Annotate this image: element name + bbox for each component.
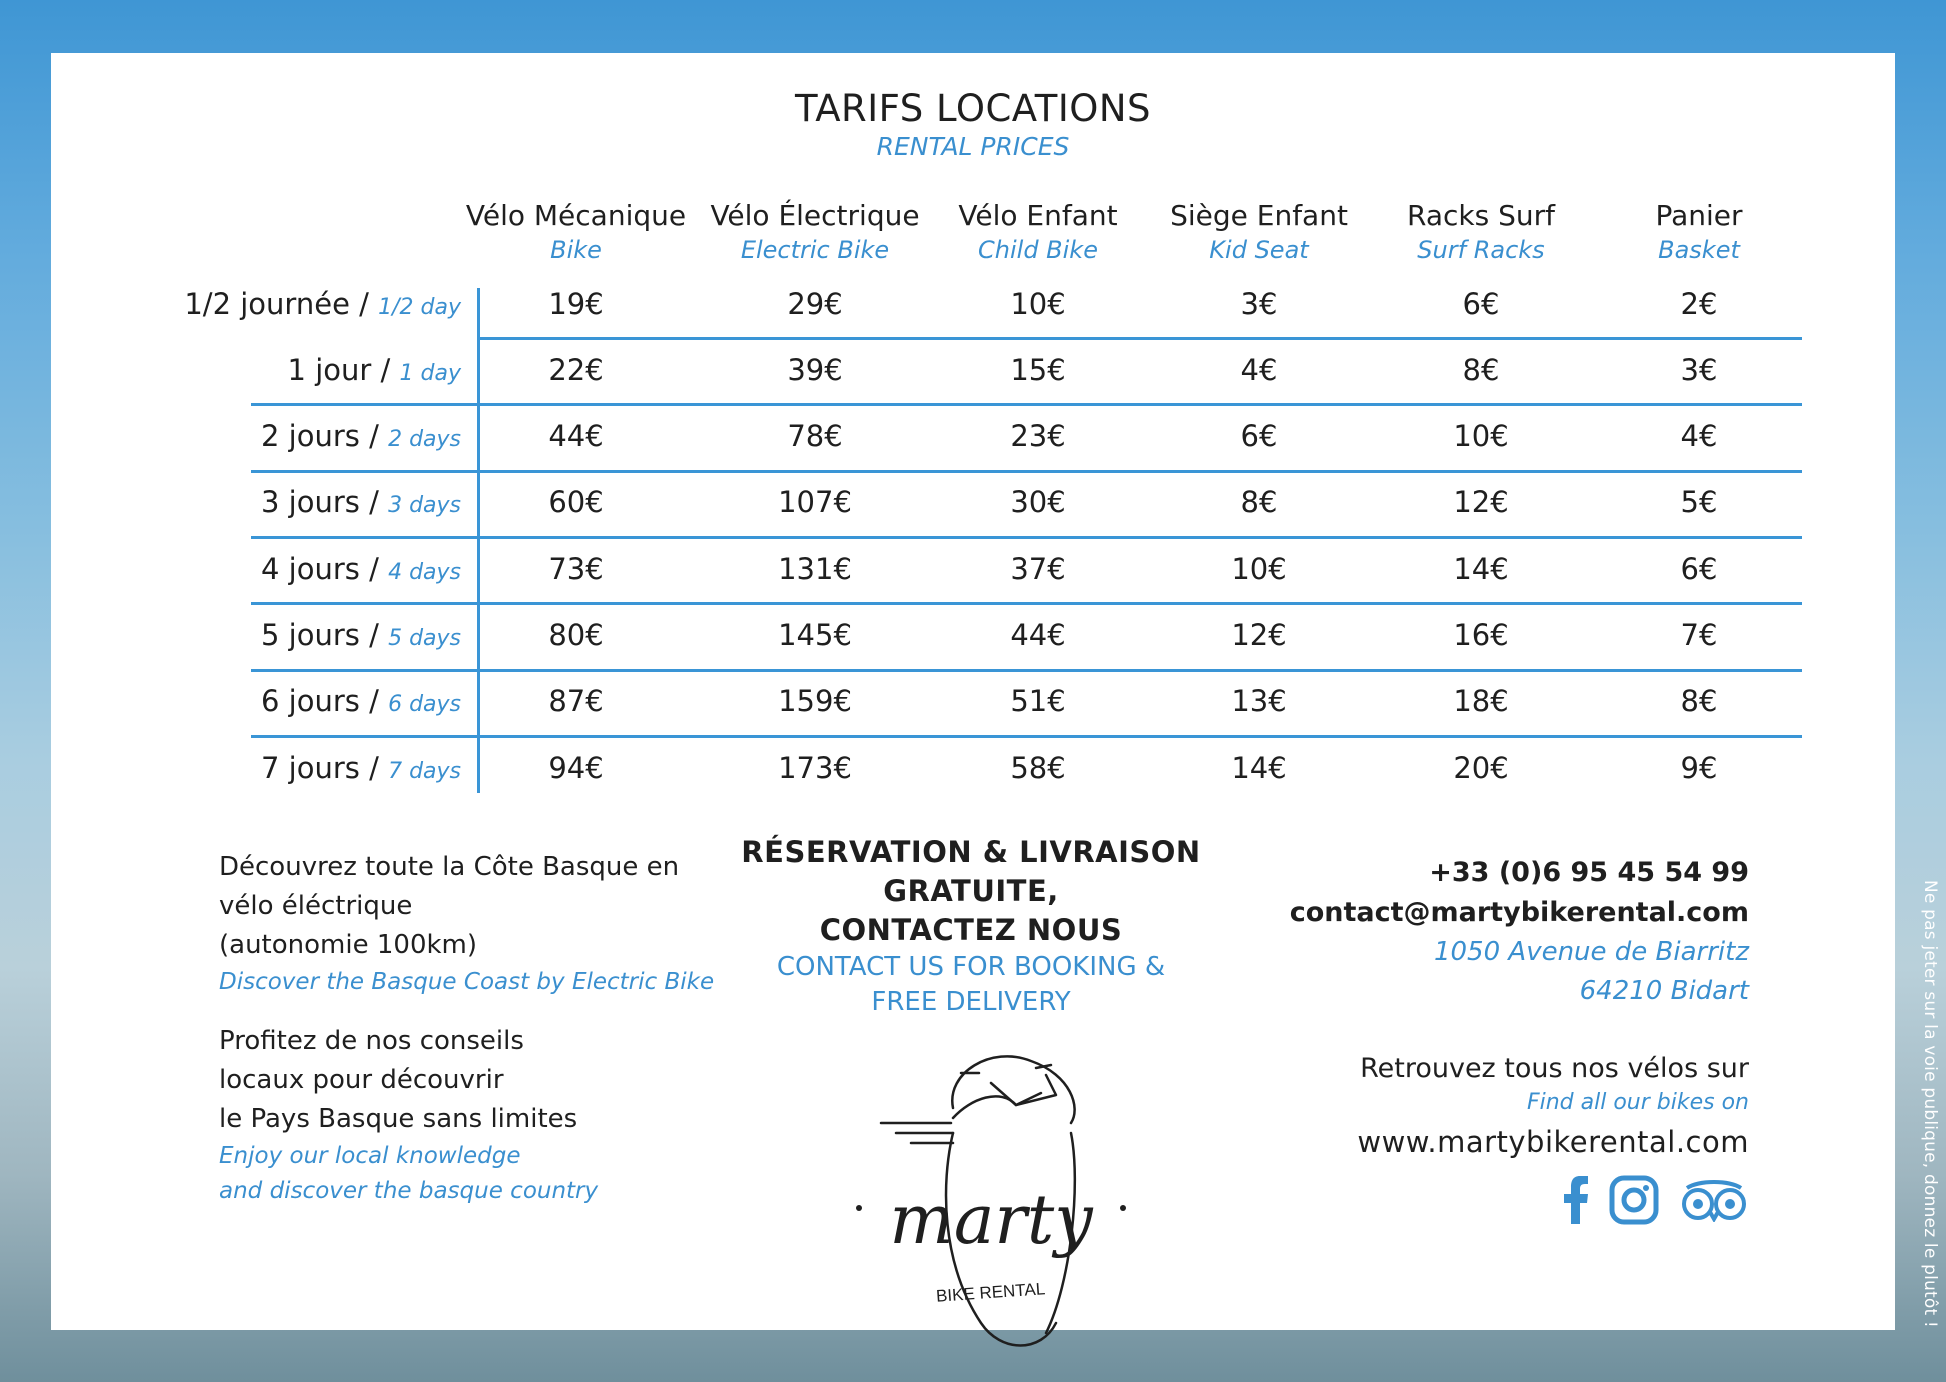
- price-cell: 60€: [548, 485, 604, 519]
- side-note: Ne pas jeter sur la voie publique, donnez le plutôt !: [1920, 880, 1940, 1328]
- row-label: 5 jours / 5 days: [260, 618, 461, 652]
- logo-wordmark: marty: [889, 1181, 1093, 1260]
- discover-block: [219, 848, 739, 1209]
- row-divider: [251, 536, 1802, 539]
- booking-line: RÉSERVATION & LIVRAISON: [741, 835, 1201, 869]
- advice-english: Enjoy our local knowledge: [219, 1143, 521, 1169]
- row-label-en: 1 day: [399, 361, 461, 386]
- column-header-fr: Panier: [1655, 199, 1743, 232]
- price-cell: 9€: [1680, 751, 1718, 785]
- email-address[interactable]: contact@martybikerental.com: [1289, 897, 1749, 928]
- column-header: [1407, 199, 1555, 264]
- column-header-fr: Vélo Électrique: [710, 199, 920, 232]
- price-cell: 10€: [1453, 419, 1509, 453]
- price-cell: 51€: [1010, 684, 1066, 718]
- price-cell: 44€: [1010, 618, 1066, 652]
- price-cell: 23€: [1010, 419, 1066, 453]
- column-header: [466, 199, 686, 264]
- column-header-en: Kid Seat: [1209, 236, 1309, 264]
- row-label-en: 3 days: [388, 493, 461, 518]
- price-cell: 14€: [1231, 751, 1287, 785]
- column-header-fr: Vélo Enfant: [958, 199, 1118, 232]
- price-card: [51, 53, 1895, 1330]
- price-cell: 80€: [548, 618, 604, 652]
- find-bikes-label: Retrouvez tous nos vélos sur: [1360, 1053, 1749, 1084]
- column-header: [1655, 199, 1742, 264]
- price-cell: 16€: [1453, 618, 1509, 652]
- column-header-en: Child Bike: [978, 236, 1098, 264]
- facebook-icon[interactable]: [1563, 1176, 1589, 1224]
- contact-block: [1189, 853, 1749, 1165]
- price-cell: 58€: [1010, 751, 1066, 785]
- row-label: 7 jours / 7 days: [260, 751, 461, 785]
- logo-tagline: BIKE RENTAL: [935, 1279, 1046, 1306]
- social-icons: [1563, 1175, 1749, 1225]
- price-cell: 145€: [778, 618, 852, 652]
- price-cell: 10€: [1010, 287, 1066, 321]
- booking-english: FREE DELIVERY: [871, 987, 1071, 1017]
- table-vertical-divider: [477, 288, 480, 793]
- row-label-fr: 6 jours: [260, 684, 360, 718]
- price-cell: 12€: [1231, 618, 1287, 652]
- row-label: 1/2 journée / 1/2 day: [184, 287, 461, 321]
- price-cell: 18€: [1453, 684, 1509, 718]
- discover-line: vélo éléctrique: [219, 891, 413, 921]
- row-label-fr: 5 jours: [260, 618, 360, 652]
- row-label-en: 5 days: [388, 626, 461, 651]
- row-label: 6 jours / 6 days: [260, 684, 461, 718]
- column-header-en: Bike: [550, 236, 602, 264]
- discover-line: (autonomie 100km): [219, 930, 478, 960]
- row-label-fr: 1 jour: [287, 353, 372, 387]
- row-divider: [477, 337, 1802, 340]
- price-cell: 13€: [1231, 684, 1287, 718]
- price-cell: 14€: [1453, 552, 1509, 586]
- price-cell: 6€: [1240, 419, 1278, 453]
- row-label: 4 jours / 4 days: [260, 552, 461, 586]
- row-label-en: 2 days: [388, 427, 461, 452]
- discover-line: Découvrez toute la Côte Basque en: [219, 852, 680, 882]
- price-cell: 4€: [1680, 419, 1718, 453]
- column-header-en: Electric Bike: [740, 236, 890, 264]
- row-label-en: 1/2 day: [378, 295, 461, 320]
- price-cell: 8€: [1240, 485, 1278, 519]
- row-label-en: 6 days: [388, 692, 461, 717]
- price-cell: 87€: [548, 684, 604, 718]
- address-line: 64210 Bidart: [1579, 976, 1749, 1006]
- row-divider: [251, 602, 1802, 605]
- tripadvisor-icon[interactable]: [1679, 1178, 1749, 1222]
- price-cell: 78€: [787, 419, 843, 453]
- row-divider: [251, 735, 1802, 738]
- advice-line: Profitez de nos conseils: [219, 1026, 524, 1056]
- price-cell: 12€: [1453, 485, 1509, 519]
- price-table: [51, 53, 1895, 853]
- price-cell: 10€: [1231, 552, 1287, 586]
- price-cell: 29€: [787, 287, 843, 321]
- row-label-fr: 4 jours: [260, 552, 360, 586]
- row-label-fr: 3 jours: [260, 485, 360, 519]
- price-cell: 20€: [1453, 751, 1509, 785]
- booking-block: [711, 833, 1231, 1020]
- price-cell: 37€: [1010, 552, 1066, 586]
- marty-logo: [841, 1053, 1141, 1363]
- advice-line: locaux pour découvrir: [219, 1065, 504, 1095]
- column-header-fr: Vélo Mécanique: [465, 199, 687, 232]
- price-cell: 22€: [548, 353, 604, 387]
- price-cell: 94€: [548, 751, 604, 785]
- price-cell: 6€: [1680, 552, 1718, 586]
- price-cell: 15€: [1010, 353, 1066, 387]
- price-cell: 7€: [1680, 618, 1718, 652]
- column-header-en: Basket: [1658, 236, 1740, 264]
- find-bikes-english: Find all our bikes on: [1526, 1090, 1749, 1115]
- row-label-en: 4 days: [388, 560, 461, 585]
- page-title: TARIFS LOCATIONS: [794, 87, 1152, 130]
- booking-line: CONTACTEZ NOUS: [819, 913, 1123, 947]
- price-cell: 131€: [778, 552, 852, 586]
- column-header-fr: Siège Enfant: [1170, 199, 1348, 232]
- price-cell: 2€: [1680, 287, 1718, 321]
- column-header: [958, 199, 1117, 264]
- row-divider: [251, 403, 1802, 406]
- price-cell: 30€: [1010, 485, 1066, 519]
- column-header: [710, 199, 919, 264]
- row-divider: [251, 470, 1802, 473]
- row-label-fr: 1/2 journée: [184, 287, 350, 321]
- column-header: [1170, 199, 1348, 264]
- phone-number[interactable]: +33 (0)6 95 45 54 99: [1429, 857, 1749, 888]
- price-cell: 73€: [548, 552, 604, 586]
- advice-english: and discover the basque country: [219, 1178, 599, 1204]
- column-header-fr: Racks Surf: [1407, 199, 1555, 232]
- instagram-icon[interactable]: [1609, 1175, 1659, 1225]
- booking-line: GRATUITE,: [883, 874, 1059, 908]
- price-cell: 39€: [787, 353, 843, 387]
- price-cell: 3€: [1680, 353, 1718, 387]
- price-cell: 6€: [1462, 287, 1500, 321]
- price-cell: 4€: [1240, 353, 1278, 387]
- price-cell: 107€: [778, 485, 852, 519]
- booking-english: CONTACT US FOR BOOKING &: [776, 952, 1166, 982]
- discover-english: Discover the Basque Coast by Electric Bike: [219, 969, 715, 995]
- row-label: 3 jours / 3 days: [260, 485, 461, 519]
- bike-logo-icon: [841, 1053, 1141, 1363]
- row-label-en: 7 days: [388, 759, 461, 784]
- website-link[interactable]: www.martybikerental.com: [1357, 1125, 1749, 1159]
- row-label: 1 jour / 1 day: [287, 353, 461, 387]
- price-cell: 173€: [778, 751, 852, 785]
- page-subtitle: RENTAL PRICES: [876, 132, 1070, 161]
- price-cell: 19€: [548, 287, 604, 321]
- price-cell: 3€: [1240, 287, 1278, 321]
- price-cell: 159€: [778, 684, 852, 718]
- row-label: 2 jours / 2 days: [260, 419, 461, 453]
- row-divider: [251, 669, 1802, 672]
- advice-line: le Pays Basque sans limites: [219, 1104, 578, 1134]
- price-cell: 8€: [1680, 684, 1718, 718]
- price-cell: 44€: [548, 419, 604, 453]
- row-label-fr: 7 jours: [260, 751, 360, 785]
- row-label-fr: 2 jours: [260, 419, 360, 453]
- address-line: 1050 Avenue de Biarritz: [1433, 937, 1749, 967]
- column-header-en: Surf Racks: [1417, 236, 1545, 264]
- price-cell: 5€: [1680, 485, 1718, 519]
- price-cell: 8€: [1462, 353, 1500, 387]
